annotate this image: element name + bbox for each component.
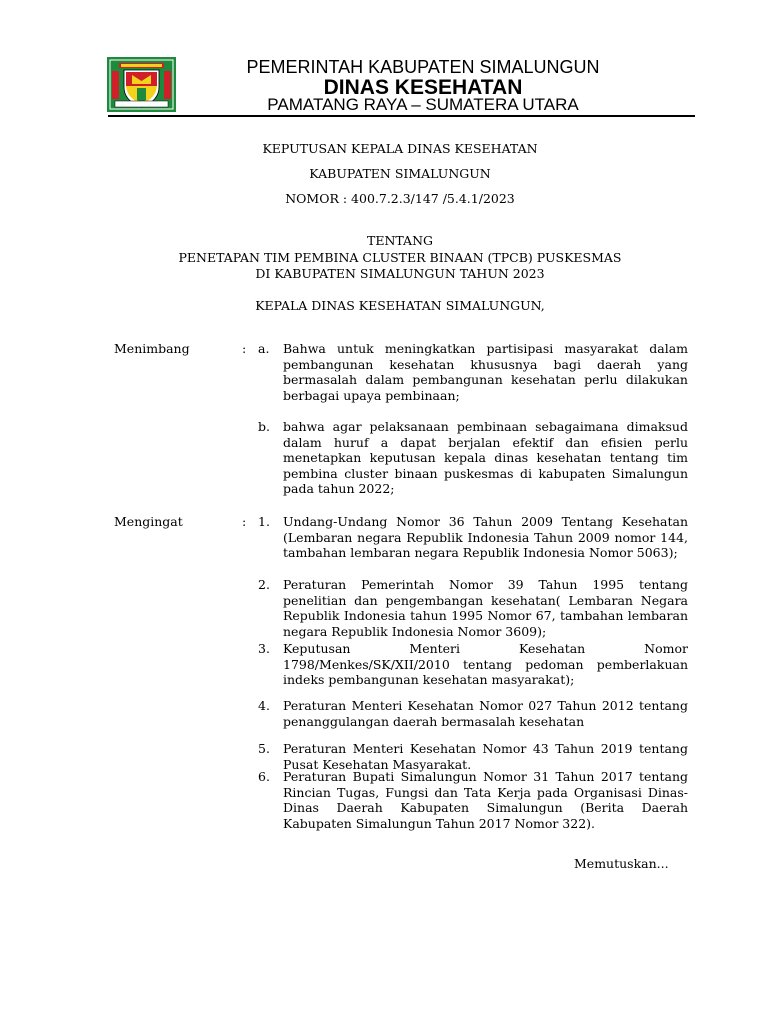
letterhead-divider xyxy=(108,115,695,117)
letterhead xyxy=(0,0,768,130)
item-text: Peraturan Menteri Kesehatan Nomor 027 Tahun 2012 tentang penanggulangan daerah bermasalah kesehatan xyxy=(283,698,688,729)
mengingat-label: Mengingat xyxy=(114,514,183,529)
decree-title-line1: KEPUTUSAN KEPALA DINAS KESEHATAN xyxy=(262,141,538,156)
mengingat-colon: : xyxy=(242,514,247,529)
decree-subject-line2: DI KABUPATEN SIMALUNGUN TAHUN 2023 xyxy=(255,266,545,281)
item-text: Bahwa untuk meningkatkan partisipasi masyarakat dalam pembangunan kesehatan khususnya bagi daerah yang bermasalah dalam pembangunan kesehatan perlu dilakukan berbagai upaya pembinaan; xyxy=(283,341,688,403)
item-marker: 5. xyxy=(258,741,270,756)
item-text: bahwa agar pelaksanaan pembinaan sebagaimana dimaksud dalam huruf a dapat berjalan efektif dan efisien perlu menetapkan keputusan kepala dinas kesehatan tentang tim pembina cluster binaan puskesmas di kabupaten Simalungun pada tahun 2022; xyxy=(283,419,688,496)
item-marker: 6. xyxy=(258,769,270,784)
item-text: Peraturan Menteri Kesehatan Nomor 43 Tahun 2019 tentang Pusat Kesehatan Masyarakat. xyxy=(283,741,688,772)
item-marker: 3. xyxy=(258,641,270,656)
decree-title-line2: KABUPATEN SIMALUNGUN xyxy=(309,166,491,181)
menimbang-label: Menimbang xyxy=(114,341,190,356)
item-marker: a. xyxy=(258,341,270,356)
government-name: PEMERINTAH KABUPATEN SIMALUNGUN xyxy=(246,57,600,77)
continuation-note: Memutuskan... xyxy=(574,856,669,871)
item-marker: 1. xyxy=(258,514,270,529)
decree-subject-line1: PENETAPAN TIM PEMBINA CLUSTER BINAAN (TPCB) PUSKESMAS xyxy=(178,250,622,265)
item-text: Peraturan Pemerintah Nomor 39 Tahun 1995 tentang penelitian dan pengembangan kesehatan( Lembaran Negara Republik Indonesia tahun 1995 Nomor 67, tambahan lembaran negara Republik Indonesia Nomor 3609); xyxy=(283,577,688,639)
decree-number: NOMOR : 400.7.2.3/147 /5.4.1/2023 xyxy=(285,191,515,206)
regency-emblem-icon xyxy=(107,57,176,112)
department-address: PAMATANG RAYA – SUMATERA UTARA xyxy=(267,95,579,114)
item-marker: 4. xyxy=(258,698,270,713)
item-text: Keputusan Menteri Kesehatan Nomor 1798/Menkes/SK/XII/2010 tentang pedoman pemberlakuan indeks pembangunan kesehatan masyarakat); xyxy=(283,641,688,687)
item-marker: 2. xyxy=(258,577,270,592)
item-marker: b. xyxy=(258,419,270,434)
item-text: Undang-Undang Nomor 36 Tahun 2009 Tentang Kesehatan (Lembaran negara Republik Indonesia Tahun 2009 nomor 144, tambahan lembaran negara Republik Indonesia Nomor 5063); xyxy=(283,514,688,560)
department-name: DINAS KESEHATAN xyxy=(323,76,523,99)
decree-issuer: KEPALA DINAS KESEHATAN SIMALUNGUN, xyxy=(255,298,545,313)
about-label: TENTANG xyxy=(366,233,433,248)
item-text: Peraturan Bupati Simalungun Nomor 31 Tahun 2017 tentang Rincian Tugas, Fungsi dan Tata Kerja pada Organisasi Dinas-Dinas Daerah Kabupaten Simalungun (Berita Daerah Kabupaten Simalungun Tahun 2017 Nomor 322). xyxy=(283,769,688,831)
menimbang-colon: : xyxy=(242,341,247,356)
